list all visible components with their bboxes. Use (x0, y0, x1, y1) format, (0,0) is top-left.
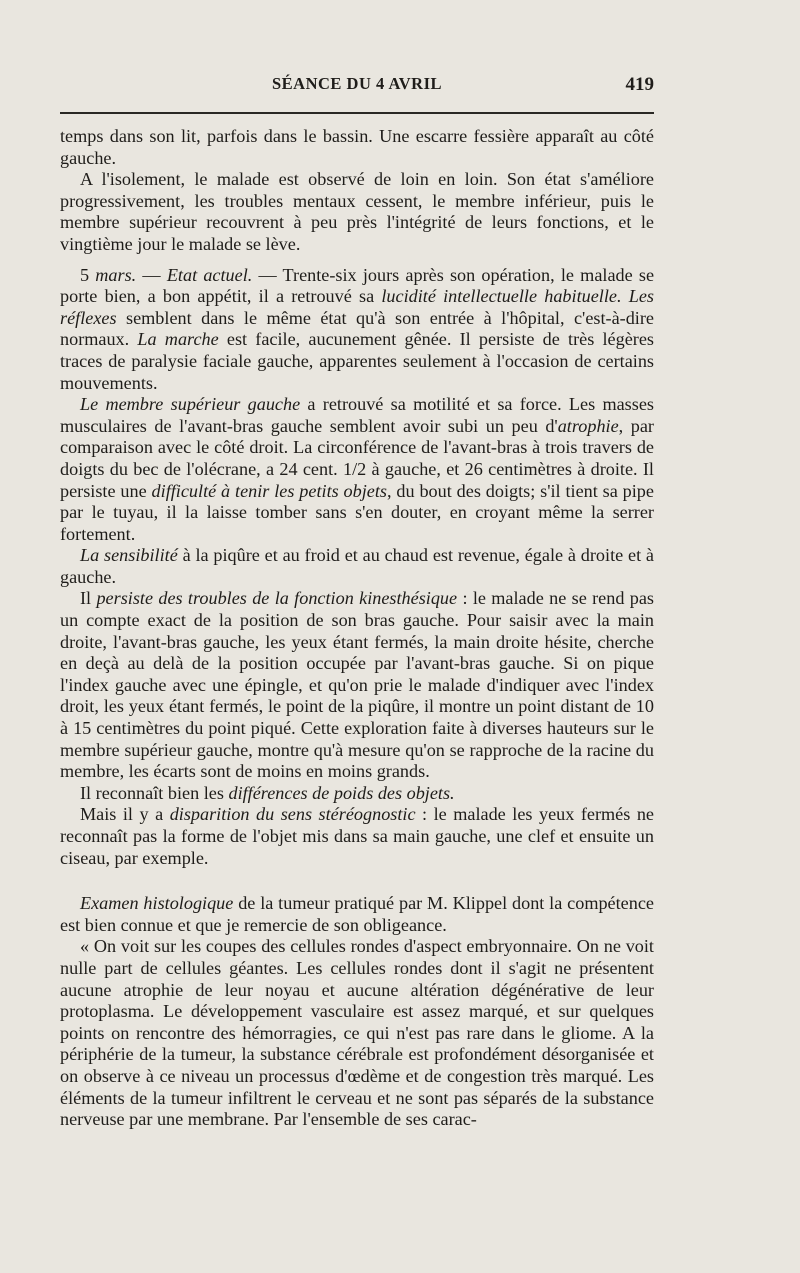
italic-run: mars. (95, 264, 137, 285)
text-run: de la tumeur pratiqué par M. Klippel dont la compétence est bien connue et que je remercie de son obligeance. (60, 893, 654, 935)
italic-run: lucidité intellectuelle habituelle. (381, 286, 622, 307)
text-run (622, 286, 629, 306)
text-run: , du bout des doigts; s'il tient sa pipe par le tuyau, il la laisse tomber sans s'en douter, en croyant même la serrer fortement. (60, 480, 654, 544)
italic-run: difficulté à tenir les petits objets (151, 480, 387, 501)
paragraph-9 (60, 893, 654, 936)
text-run: : le malade les yeux fermés ne reconnaît pas la forme de l'objet mis dans sa main gauche, une clef et ensuite un ciseau, par exemple. (60, 804, 654, 868)
italic-run: disparition du sens stéréognostic (169, 804, 416, 825)
paragraph-8 (60, 804, 654, 869)
text-run: temps dans son lit, parfois dans le bassin. Une escarre fessière apparaît au côté gauche. (60, 126, 654, 168)
paragraph-10 (60, 936, 654, 1130)
paragraph-5 (60, 545, 654, 588)
italic-run: différences de poids des objets. (228, 782, 455, 803)
italic-run: persiste des troubles de la fonction kinesthésique (96, 588, 458, 609)
header-rule (60, 112, 654, 114)
text-run: A l'isolement, le malade est observé de loin en loin. Son état s'améliore progressivement, les troubles mentaux cessent, le membre inférieur, puis le membre supérieur recouvrent à peu près l'intégrité de leurs fonctions, et le vingtième jour le malade se lève. (60, 169, 654, 254)
italic-run: Le membre supérieur gauche (80, 394, 301, 415)
text-run: est facile, aucunement gênée. Il persiste de très légères traces de paralysie faciale gauche, apparentes seulement à l'occasion de certains mouvements. (60, 329, 655, 393)
text-run: — Trente-six jours après son opération, le malade se porte bien, a bon appétit, il a retrouvé sa (60, 264, 655, 307)
paragraph-3 (60, 265, 654, 395)
italic-run: La marche (137, 329, 219, 350)
italic-run: La sensibilité (80, 545, 178, 566)
italic-run: Etat actuel. (166, 264, 253, 285)
text-run: « On voit sur les coupes des cellules rondes d'aspect embryonnaire. On ne voit nulle part de cellules géantes. Les cellules rondes dont il s'agit ne présentent aucune atrophie de leur noyau et aucune altération dégénérative de leur protoplasma. Le développement vasculaire est assez marqué, et sur quelques points on rencontre des hémorragies, ce qui n'est pas rare dans le gliome. A la périphérie de la tumeur, la substance cérébrale est profondément désorganisée et on observe à ce niveau un processus d'œdème et de congestion très marqué. Les éléments de la tumeur infiltrent le cerveau et ne sont pas séparés de la substance nerveuse par une membrane. Par l'ensemble de ses carac- (60, 936, 654, 1130)
italic-run: atrophie (557, 415, 619, 436)
paragraph-1 (60, 126, 654, 169)
paragraph-6 (60, 588, 654, 782)
paragraph-2 (60, 169, 654, 255)
body-text (60, 126, 654, 1131)
page-number: 419 (625, 74, 654, 95)
running-head: SÉANCE DU 4 AVRIL (271, 74, 443, 93)
italic-run: Examen histologique (80, 893, 234, 914)
page-header (60, 74, 654, 104)
text-run: : le malade ne se rend pas un compte exact de la position de son bras gauche. Pour saisir avec la main droite, l'avant-bras gauche, les yeux étant fermés, la main droite hésite, cherche en deçà au delà de la position occupée par l'avant-bras gauche. Si on pique l'index gauche avec une épingle, et qu'on prie le malade d'indiquer avec l'index droit, les yeux étant fermés, le point de la piqûre, il montre un point distant de 10 à 15 centimètres du point piqué. Cette exploration faite à diverses hauteurs sur le membre supérieur gauche, montre qu'à mesure qu'on se rapproche de la racine du membre, les écarts sont de moins en moins grands. (60, 588, 654, 782)
text-run: semblent dans le même état qu'à son entrée à l'hôpital, c'est-à-dire normaux. (60, 307, 654, 350)
text-run: , par comparaison avec le côté droit. La circonférence de l'avant-bras à trois travers de doigts du bec de l'olécrane, a 24 cent. 1/2 à gauche, et 26 centimètres à droite. Il persiste une (60, 415, 654, 501)
text-run: — (136, 264, 167, 285)
italic-run: Les réflexes (60, 286, 654, 328)
paragraph-7 (60, 783, 654, 805)
text-run: Il (80, 588, 97, 609)
text-run: Mais il y a (80, 804, 170, 825)
text-run: Il reconnaît bien les (80, 782, 229, 803)
text-run: a retrouvé sa motilité et sa force. Les masses musculaires de l'avant-bras gauche semblent avoir subi un peu d' (60, 394, 654, 436)
text-run: à la piqûre et au froid et au chaud est revenue, égale à droite et à gauche. (60, 545, 654, 587)
paragraph-4 (60, 394, 654, 545)
text-run: 5 (80, 264, 96, 285)
